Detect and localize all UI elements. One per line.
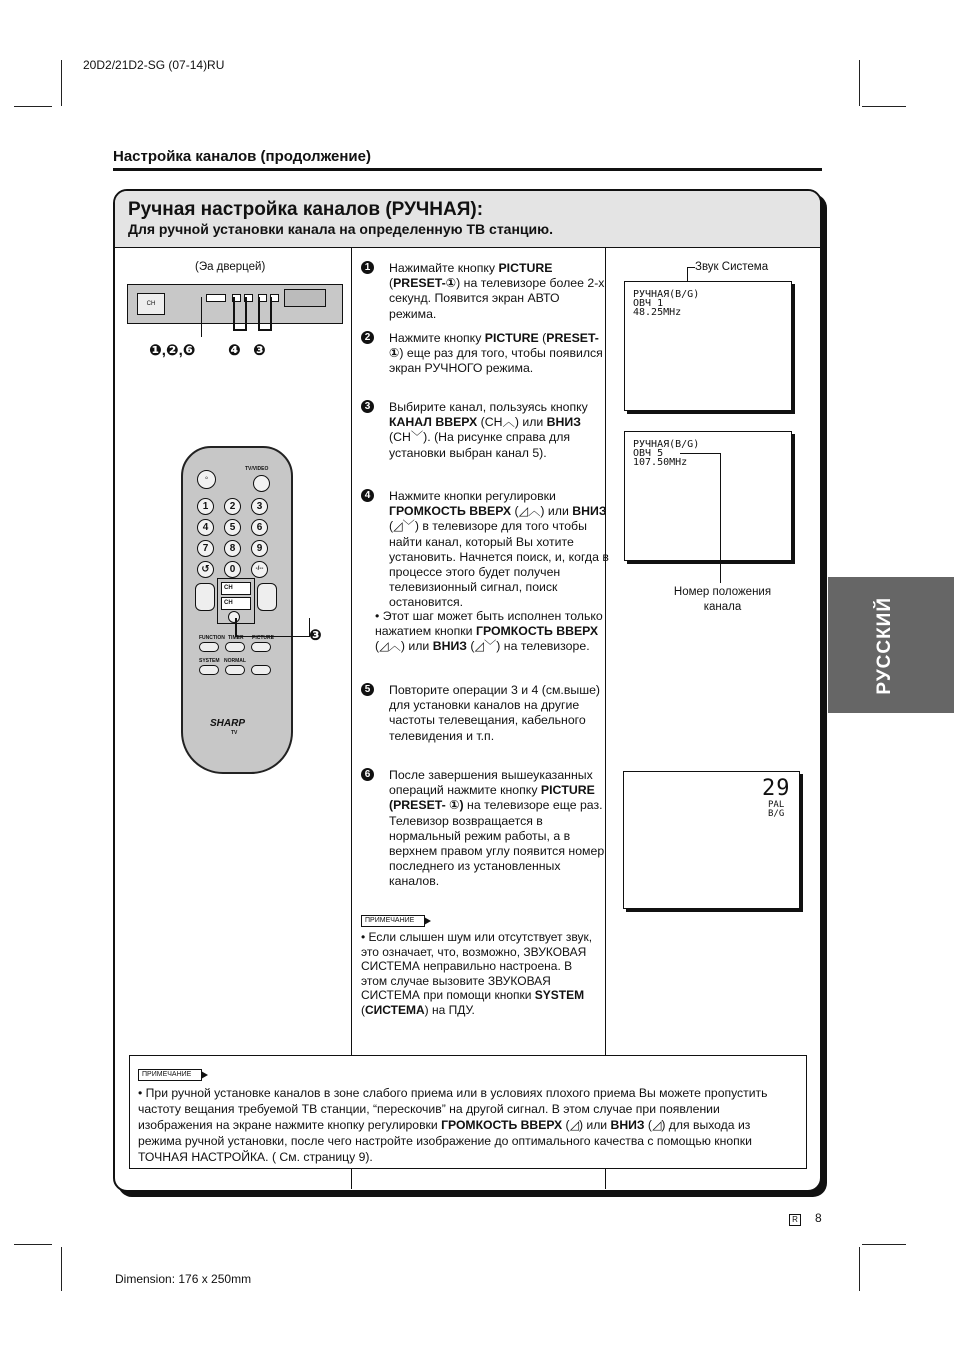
step-text: Выбирите канал, пользуясь кнопку КАНАЛ ВВЕРХ (CH︿) или ВНИЗ (CH﹀). (На рисунке справа для установки выбран канал 5). [389,400,588,460]
power-switch: CH [137,293,165,315]
callout-step-3: ❸ [253,342,266,359]
middle-note [361,911,599,1018]
text-button [251,665,271,675]
callout-steps-1-2-6: ❶,❷,❻ [149,342,196,359]
callout-line [201,297,202,337]
av-jacks [284,289,326,307]
step-3 [361,400,609,461]
sound-system-label: Звук Система [695,261,769,273]
digit-button: 8 [224,540,241,557]
digit-button: 2 [224,498,241,515]
volume-right-button [257,583,277,611]
digit-button: 1 [197,498,214,515]
note-body [138,1064,792,1165]
door-caption: (Эа дверцей) [195,261,266,273]
step-text: Нажмите кнопку PICTURE (PRESET-①) еще раз для того, чтобы появился экран РУЧНОГО режима. [389,331,603,376]
osd-frequency: 48.25MHz [633,307,682,318]
step-number: 2 [361,331,374,344]
function-button [199,642,219,652]
step-number: 6 [361,768,374,781]
crop-mark [859,60,860,106]
column-divider [351,248,352,1189]
note-text: • Если слышен шум или отсутствует звук, это означает, что, возможно, ЗВУКОВАЯ СИСТЕМА неправильно настроена. В этом случае вызовите ЗВУКОВАЯ СИСТЕМА при помощи кнопки SYSTEM (СИСТЕМА) на ПДУ. [361,930,593,1017]
step-1 [361,261,609,322]
timer-button [225,642,245,652]
language-box: R [789,1214,801,1226]
page-subtitle: Для ручной установки канала на определенную ТВ станцию. [128,221,553,237]
power-button: ◦ [197,470,216,489]
callout-line [235,618,310,637]
crop-mark [14,1244,52,1245]
tv-screen-manual [624,431,792,561]
step-number: 1 [361,261,374,274]
language-tab [828,577,954,713]
step-text: Повторите операции 3 и 4 (см.выше) для установки каналов на другие частоты телевещания, кабельного телевидения и т.п. [389,683,601,743]
main-frame [113,189,822,1192]
bottom-note [129,1055,807,1169]
note-text: • При ручной установке каналов в зоне слабого приема или в условиях плохого приема Вы можете пропустить частоту вещания требуемой ТВ станции, “перескочив” на другой сигнал. В этом случае при появлении изображения на экране нажмите кнопку регулировки ГРОМКОСТЬ ВВЕРХ (◿) или ВНИЗ (◿) для выхода из режима ручной установки, после чего настройте изображение до оптимального качества с помощью кнопки ТОЧНАЯ НАСТРОЙКА. ( См. страницу 9). [138,1086,768,1164]
page-number-block [789,1211,822,1226]
step-number: 3 [361,400,374,413]
volume-left-button [195,583,215,611]
step-number: 4 [361,489,374,502]
page-number: 8 [815,1211,822,1225]
digit-button: 6 [251,519,268,536]
brand-logo: SHARP [210,718,246,729]
crop-mark [862,106,906,107]
leader-line [680,453,720,454]
callout-remote-step-3: ❸ [309,627,322,644]
step-text: Нажимайте кнопку PICTURE (PRESET-①) на телевизоре более 2-х секунд. Появится экран АВТО режима. [389,261,605,321]
step-2 [361,331,609,377]
digit-button: 7 [197,540,214,557]
flashback-button: ↺ [197,561,214,578]
step-5 [361,683,609,744]
digit-button: 3 [251,498,268,515]
title-band [115,191,820,248]
digit-button: 9 [251,540,268,557]
function-label: FUNCTION [199,635,225,641]
picture-button [251,642,271,652]
position-label: Номер положения канала [673,586,772,613]
steps-column [353,259,609,1059]
step-4 [361,489,609,611]
brand-sub: TV [231,730,238,736]
callout-bracket [233,297,247,331]
crop-mark [859,1247,860,1291]
timer-label: TIMER [228,635,244,641]
language-tab-label: РУССКИЙ [874,597,895,695]
step-6 [361,768,609,890]
step-4-bullet [361,609,609,655]
normal-label: NORMAL [224,658,246,664]
osd-frequency: 107.50MHz [633,457,688,468]
digit-button: 0 [224,561,241,578]
page-title: Ручная настройка каналов (РУЧНАЯ): [128,199,484,220]
panel-button [206,294,226,302]
model-code: 20D2/21D2-SG (07-14)RU [83,58,225,72]
leader-line [687,267,695,268]
crop-mark [61,60,62,106]
tv-video-label: TV/VIDEO [245,466,269,472]
osd-system-1: PAL [768,800,785,810]
step-text: После завершения вышеуказанных операций нажмите кнопку PICTURE (PRESET- ①) на телевизоре еще раз. Телевизор возвращается в нормальный режим работы, а в верхнем правом углу появится номер последнего из установленных каналов. [389,768,605,889]
picture-label: PICTURE [252,635,274,641]
callout-step-4: ❹ [228,342,241,359]
note-badge: ПРИМЕЧАНИЕ [138,1069,202,1081]
step-number: 5 [361,683,374,696]
normal-button [225,665,245,675]
channel-up-button: CH [221,582,251,595]
digit-button: 4 [197,519,214,536]
osd-mode: РУЧНАЯ(B/G) [633,289,700,300]
note-badge: ПРИМЕЧАНИЕ [361,915,425,927]
remote-control [181,446,293,774]
osd-band: ОВЧ 1 [633,298,664,309]
tv-screen-normal [623,771,800,909]
step-text: • Этот шаг может быть исполнен только нажатием кнопки ГРОМКОСТЬ ВВЕРХ (◿︿) или ВНИЗ (◿﹀) на телевизоре. [375,609,603,654]
section-title: Настройка каналов (продолжение) [113,148,371,165]
tv-video-button [253,475,270,492]
system-button [199,665,219,675]
osd-system-2: B/G [768,809,785,819]
crop-mark [862,1244,906,1245]
callout-bracket [258,297,272,331]
tv-screen-auto [624,281,792,411]
crop-mark [14,106,52,107]
crop-mark [61,1247,62,1291]
dash-button: -/-- [251,561,268,578]
channel-down-button: CH [221,597,251,610]
step-text: Нажмите кнопки регулировки ГРОМКОСТЬ ВВЕРХ (◿︿) или ВНИЗ (◿﹀) в телевизоре для того чтобы найти канал, который Вы хотите установить. Начнется поиск, и, когда в процессе этого будет получен телевизионный сигнал, поиск остановится. [389,489,609,610]
section-rule [113,168,822,171]
leader-line [720,453,721,583]
digit-button: 5 [224,519,241,536]
osd-mode: РУЧНАЯ(B/G) [633,439,700,450]
dimension-note: Dimension: 176 x 250mm [115,1272,252,1286]
channel-number: 29 [762,776,791,801]
system-label: SYSTEM [199,658,220,664]
osd-band: ОВЧ 5 [633,448,664,459]
